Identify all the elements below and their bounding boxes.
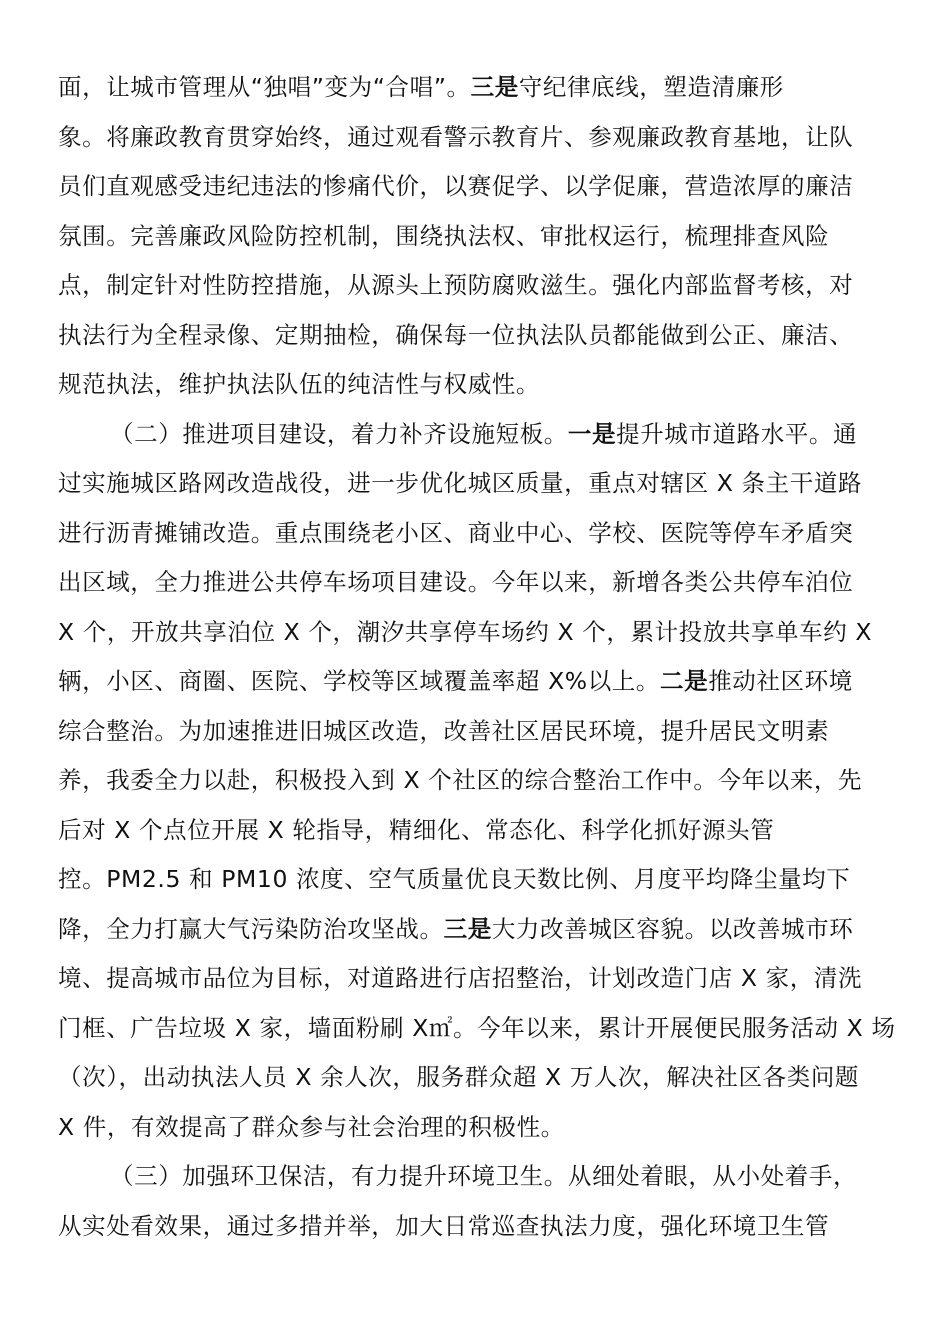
- text-span: 出区域，全力推进公共停车场项目建设。今年以来，新增各类公共停车泊位: [58, 568, 854, 596]
- text-line: [58, 1062, 859, 1092]
- text-line: [58, 72, 784, 102]
- text-line: [58, 815, 774, 845]
- text-line: [58, 320, 853, 350]
- text-line: [110, 1161, 857, 1191]
- text-span: （二）推进项目建设，着力补齐设施短板。: [110, 419, 568, 448]
- text-line: [58, 1013, 896, 1043]
- text-span: 员们直观感受违纪违法的惨痛代价，以赛促学、以学促廉，营造浓厚的廉洁: [58, 172, 854, 200]
- text-line: [58, 716, 829, 746]
- text-line: [58, 765, 862, 795]
- text-span: X 个，开放共享泊位 X 个，潮汐共享停车场约 X 个，累计投放共享单车约 X: [58, 617, 873, 646]
- bold-lead-phrase: 三是: [443, 914, 492, 943]
- text-span: 守纪律底线，塑造清廉形: [518, 73, 784, 101]
- text-span: 点，制定针对性防控措施，从源头上预防腐败滋生。强化内部监督考核，对: [58, 271, 854, 299]
- text-span: （次），出动执法人员 X 余人次，服务群众超 X 万人次，解决社区各类问题: [58, 1063, 860, 1091]
- text-span: 降，全力打赢大气污染防治攻坚战。: [58, 914, 444, 943]
- text-line: [58, 468, 862, 498]
- text-span: 进行沥青摊铺改造。重点围绕老小区、商业中心、学校、医院等停车矛盾突: [58, 518, 854, 547]
- bold-lead-phrase: 三是: [470, 73, 519, 101]
- text-span: 养，我委全力以赴，积极投入到 X 个社区的综合整治工作中。今年以来，先: [58, 766, 863, 794]
- text-span: 执法行为全程录像、定期抽检，确保每一位执法队员都能做到公正、廉洁、: [58, 320, 854, 349]
- text-span: 后对 X 个点位开展 X 轮指导，精细化、常态化、科学化抓好源头管: [58, 815, 775, 844]
- text-span: 推动社区环境: [708, 667, 853, 695]
- text-line: [58, 963, 862, 993]
- text-span: 象。将廉政教育贯穿始终，通过观看警示教育片、参观廉政教育基地，让队: [58, 122, 854, 151]
- text-line: [58, 617, 872, 647]
- text-line: [58, 1211, 829, 1241]
- text-line: [58, 171, 853, 201]
- text-line: [58, 864, 850, 894]
- text-line: [110, 419, 857, 449]
- text-span: 境、提高城市品位为目标，对道路进行店招整治，计划改造门店 X 家，清洗: [58, 964, 863, 992]
- text-span: （三）加强环卫保洁，有力提升环境卫生。从细处着眼，从小处着手，: [110, 1162, 858, 1190]
- text-line: [58, 122, 853, 152]
- text-span: X 件，有效提高了群众参与社会治理的积极性。: [58, 1112, 565, 1141]
- text-span: 辆，小区、商圈、医院、学校等区域覆盖率超 X%以上。: [58, 667, 660, 695]
- text-span: 综合整治。为加速推进旧城区改造，改善社区居民环境，提升居民文明素: [58, 716, 830, 745]
- text-line: [58, 221, 829, 251]
- text-line: [58, 1112, 565, 1142]
- bold-lead-phrase: 一是: [567, 419, 617, 448]
- text-span: 提升城市道路水平。通: [616, 419, 858, 448]
- text-line: [58, 369, 540, 399]
- text-span: 控。PM2.5 和 PM10 浓度、空气质量优良天数比例、月度平均降尘量均下: [58, 865, 851, 893]
- text-span: 门框、广告垃圾 X 家，墙面粉刷 X㎡。今年以来，累计开展便民服务活动 X 场: [58, 1013, 896, 1042]
- bold-lead-phrase: 二是: [660, 667, 709, 695]
- text-span: 氛围。完善廉政风险防控机制，围绕执法权、审批权运行，梳理排查风险: [58, 221, 830, 250]
- text-line: [58, 666, 853, 696]
- text-span: 从实处看效果，通过多措并举，加大日常巡查执法力度，强化环境卫生管: [58, 1211, 830, 1240]
- text-span: 面，让城市管理从“独唱”变为“合唱”。: [58, 73, 471, 101]
- text-line: [58, 518, 853, 548]
- text-line: [58, 270, 853, 300]
- text-span: 大力改善城区容貌。以改善城市环: [491, 914, 854, 943]
- text-line: [58, 914, 853, 944]
- text-line: [58, 567, 853, 597]
- text-span: 过实施城区路网改造战役，进一步优化城区质量，重点对辖区 X 条主干道路: [58, 469, 863, 497]
- text-span: 规范执法，维护执法队伍的纯洁性与权威性。: [58, 370, 540, 398]
